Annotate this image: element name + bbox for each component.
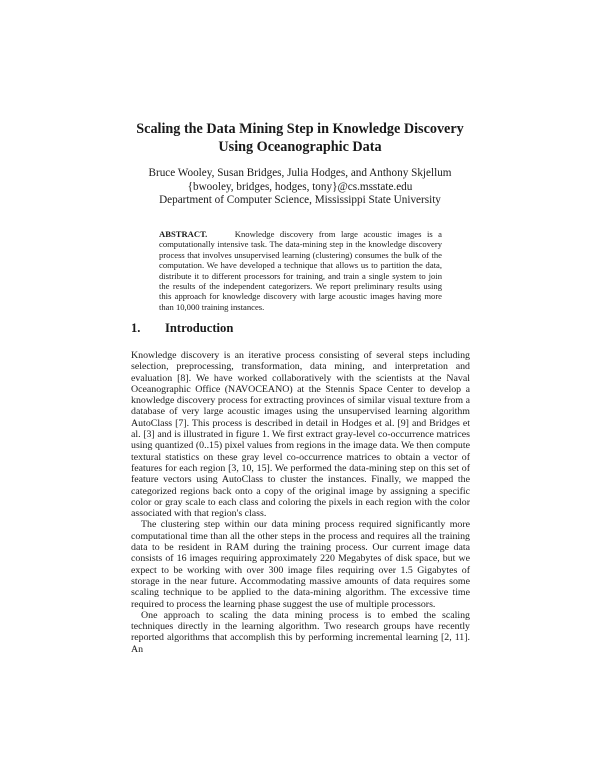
author-emails: {bwooley, bridges, hodges, tony}@cs.msstate.edu: [187, 180, 413, 193]
section-title: Introduction: [165, 321, 234, 335]
title-line-1: Scaling the Data Mining Step in Knowledge Discovery: [136, 121, 464, 137]
abstract-label: ABSTRACT.: [159, 229, 208, 239]
abstract-text: Knowledge discovery from large acoustic images is a computationally intensive task. The data-mining step in the knowledge discovery process that involves unsupervised learning (clustering) consumes the bulk of the computation. We have developed a technique that allows us to partition the data, distribute it to different processors for training, and train a single system to join the results of the independent categorizers. We report preliminary results using this approach for knowledge discovery with large acoustic images having more than 10,000 training instances.: [159, 229, 442, 312]
abstract: [159, 229, 442, 312]
paper-title: [60, 120, 540, 156]
author-names: Bruce Wooley, Susan Bridges, Julia Hodges, and Anthony Skjellum: [148, 167, 452, 179]
paragraph: The clustering step within our data mining process required significantly more computational time than all the other steps in the process and requires all the training data to be resident in RAM during the training process. Our current image data consists of 16 images requiring approximately 220 Megabytes of disk space, but we expect to be working with over 300 image files requiring over 1.5 Gigabytes of storage in the near future. Accommodating massive amounts of data requires some scaling technique to be applied to the data-mining algorithm. The excessive time required to process the learning phase suggest the use of multiple processors.: [131, 519, 470, 610]
author-block: [60, 167, 540, 208]
paragraph: Knowledge discovery is an iterative process consisting of several steps including selection, preprocessing, transformation, data mining, and interpretation and evaluation [8]. We have worked collaboratively with the scientists at the Naval Oceanographic Office (NAVOCEANO) at the Stennis Space Center to develop a knowledge discovery process for extracting provinces of similar visual texture from a database of very large acoustic images using the unsupervised learning algorithm AutoClass [7]. This process is described in detail in Hodges et al. [9] and Bridges et al. [3] and is illustrated in figure 1. We first extract gray-level co-occurrence matrices using quantized (0..15) pixel values from regions in the image data. We then compute textural statistics on these gray level co-occurrence matrices to obtain a vector of features for each region [3, 10, 15]. We performed the data-mining step on this set of feature vectors using AutoClass to cluster the instances. Finally, we mapped the categorized regions back onto a copy of the original image by assigning a specific color or gray scale to each class and coloring the pixels in each region with the color associated with that region's class.: [131, 350, 470, 520]
author-affiliation: Department of Computer Science, Mississippi State University: [159, 194, 441, 206]
title-line-2: Using Oceanographic Data: [218, 139, 382, 155]
body-text: [131, 350, 470, 655]
paragraph: One approach to scaling the data mining process is to embed the scaling techniques directly in the learning algorithm. Two research groups have recently reported algorithms that accomplish this by performing incremental learning [2, 11]. An: [131, 609, 470, 655]
section-number: 1.: [131, 321, 141, 335]
section-heading: [131, 321, 233, 336]
